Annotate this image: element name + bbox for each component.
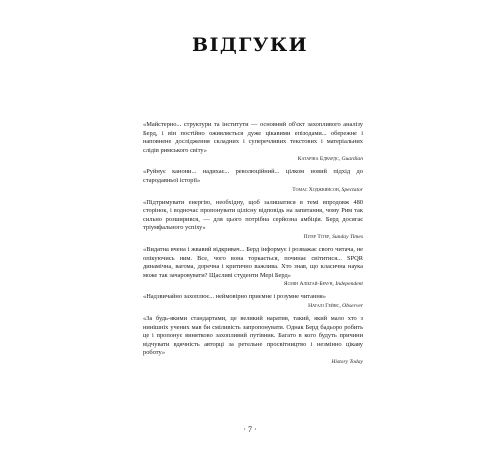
review-item: [143, 315, 363, 366]
reviews-list: [143, 121, 363, 371]
review-author: Томас Ходжкинсон,: [292, 186, 341, 193]
review-author: Пітер Тітер,: [303, 233, 331, 240]
review-item: [143, 246, 363, 288]
review-source: Spectator: [341, 186, 363, 193]
review-attribution: [143, 280, 363, 288]
review-source: Guardian: [341, 156, 363, 163]
review-item: [143, 293, 363, 310]
review-author: Наталі Гейнс,: [308, 302, 341, 309]
review-source: Sunday Times: [332, 233, 363, 240]
page-title: ВІДГУКИ: [191, 34, 309, 56]
review-source: History Today: [331, 358, 363, 365]
review-quote: «Підтримувати енергію, необхідну, щоб залишатися в темі впродовж 480 сторінок, і водночас пропонувати цілісну відповідь на запитання, чому Рим так сильно розширився, — для цього потрібна серйозна амбіція. Берд досягає тріумфального успіху»: [143, 198, 363, 232]
review-item: [143, 168, 363, 193]
review-attribution: [143, 233, 363, 241]
review-source: Observer: [342, 302, 363, 309]
review-attribution: [143, 186, 363, 194]
review-author: Катаріна Едвардс,: [297, 156, 341, 163]
review-author: Ясмін Алібгай-Браун,: [283, 281, 334, 288]
review-source: Independent: [335, 281, 363, 288]
review-quote: «За будь-якими стандартами, це великий наратив, такий, який мало хто з нинішніх учених мав би сміливість запропонувати. Однак Берд бадьоро робить це і пропонує винятково захопливий путівник. Багато в кого будуть причини відчувати вдячність авторці за ретельне просвітництво і незмінно цікаву роботу»: [143, 314, 363, 357]
review-attribution: [143, 302, 363, 310]
review-attribution: [143, 358, 363, 366]
review-quote: «Надзвичайно захоплює... неймовірно приємне і розумне читання»: [143, 293, 326, 301]
review-quote: «Руйнує канони... надихає... революційний... цілком новий підхід до стародавньої історії»: [143, 168, 363, 184]
review-quote: «Видатна вчена і жвавий відкривач... Берд інформує і розважає свого читача, не опікуючись ним. Все, чого вона торкається, починає світитися... SPQR динамічна, вагома, доречна і критично важлива. Хто знав, що класична наука може так зачаровувати? Щасливі студенти Мері Берд»: [143, 245, 363, 279]
review-item: [143, 121, 363, 163]
page-number: · 7 ·: [243, 425, 257, 434]
review-attribution: [143, 155, 363, 163]
review-quote: «Майстерно... структури та інститути — основний об'єкт захопливого аналізу Берд, і він постійно оживляється дуже цікавими епізодами... обережне і наповнене дослідження складних і суперечливих текстових і матеріальних слідів римського світу»: [143, 121, 363, 154]
review-item: [143, 199, 363, 241]
